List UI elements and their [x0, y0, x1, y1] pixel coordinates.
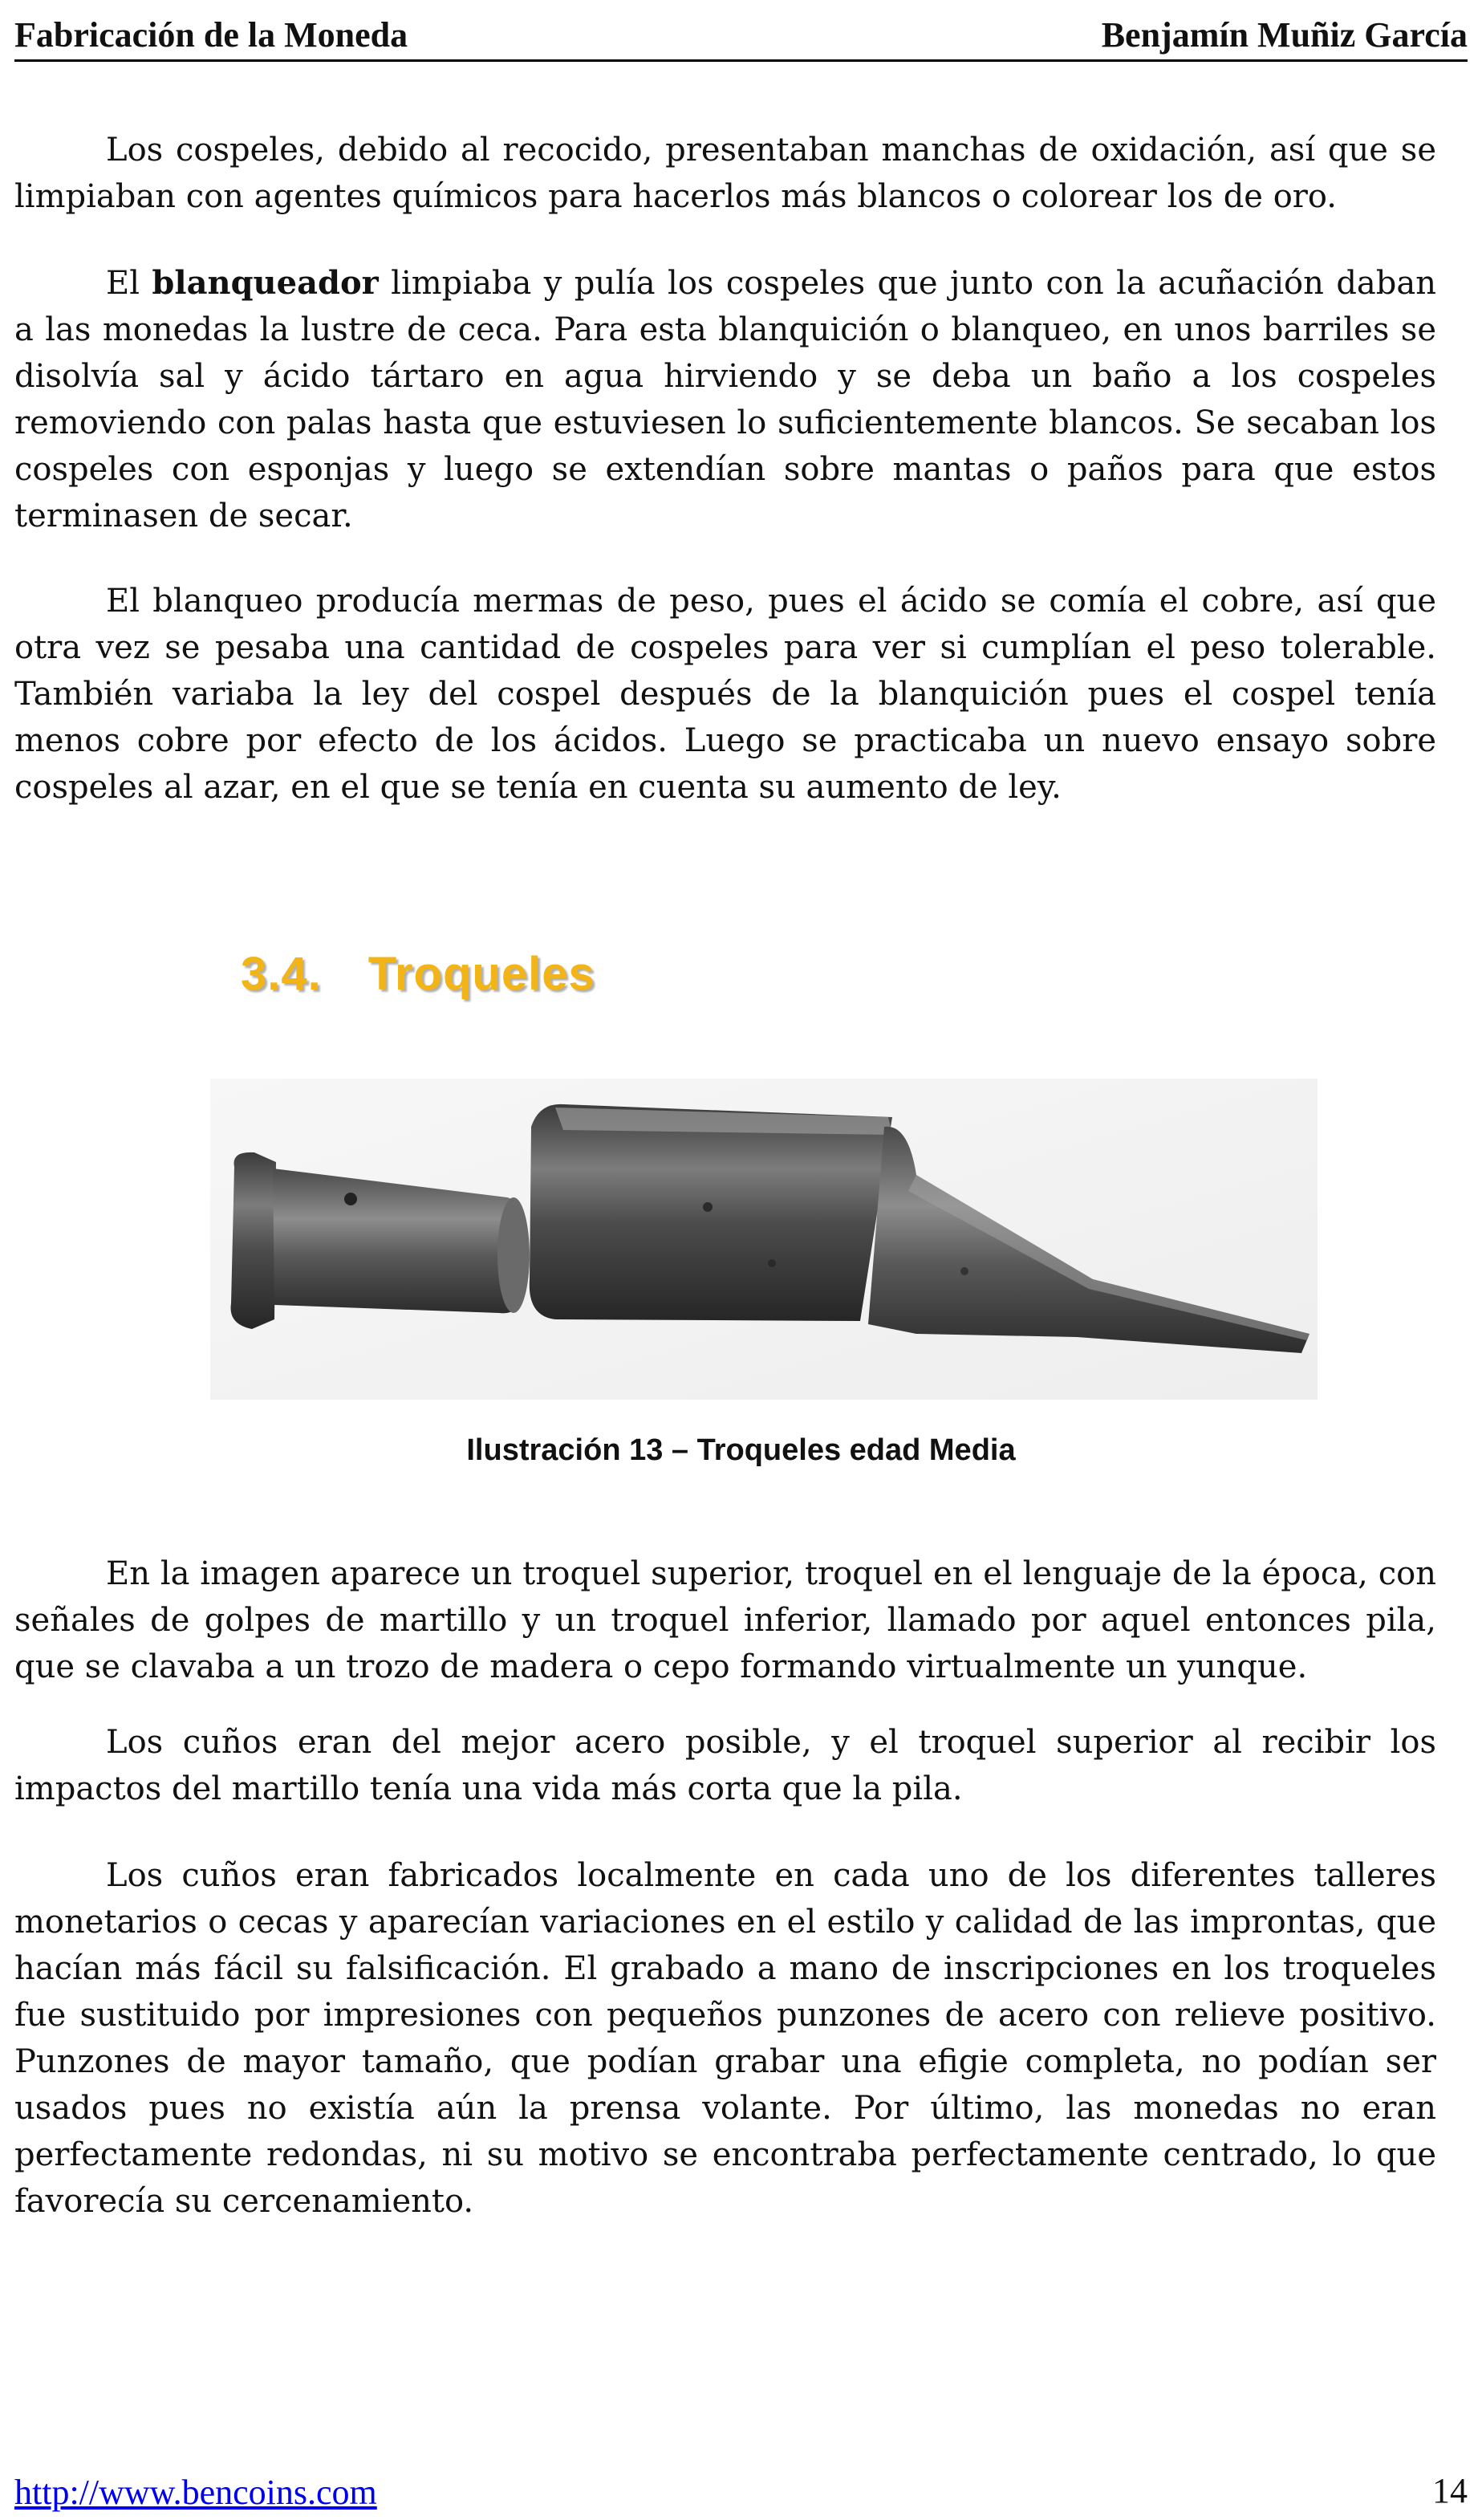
paragraph-cunos-acero: Los cuños eran del mejor acero posible, y el troquel superior al recibir los impactos del martillo tenía una vida más corta que la pila. [14, 1724, 1436, 1807]
paragraph-blanqueo-mermas: El blanqueo producía mermas de peso, pues el ácido se comía el cobre, así que otra vez se pesaba una cantidad de cospeles para ver si cumplían el peso tolerable. También variaba la ley del cospel después de la blanquición pues el cospel tenía menos cobre por efecto de los ácidos. Luego se practicaba un nuevo ensayo sobre cospeles al azar, en el que se tenía en cuenta su aumento de ley. [14, 583, 1436, 806]
troqueles-illustration [210, 1079, 1318, 1400]
page-header [14, 10, 1468, 62]
term-blanqueador: blanqueador [152, 264, 379, 302]
document-title: Fabricación de la Moneda [14, 14, 408, 55]
figure-caption: Ilustración 13 – Troqueles edad Media [466, 1433, 1016, 1467]
paragraph-cospeles-limpieza: Los cospeles, debido al recocido, presentaban manchas de oxidación, así que se limpiaban con agentes químicos para hacerlos más blancos o colorear los de oro. [14, 132, 1436, 215]
paragraph-blanqueador-body: limpiaba y pulía los cospeles que junto con la acuñación daban a las monedas la lustre de ceca. Para esta blanquición o blanqueo, en unos barriles se disolvía sal y ácido tártaro en agua hirviendo y se deba un baño a los cospeles removiendo con palas hasta que estuviesen lo suficientemente blancos. Se secaban los cospeles con esponjas y luego se extendían sobre mantas o paños para que estos terminasen de secar. [14, 265, 1436, 534]
document-author: Benjamín Muñiz García [1101, 14, 1468, 55]
paragraph-blanqueador-lead: El [106, 265, 152, 302]
paragraph-blanqueador [14, 260, 1436, 539]
page-number: 14 [1432, 2471, 1468, 2510]
troqueles-photo [210, 1079, 1318, 1400]
paragraph-cunos-fabricacion: Los cuños eran fabricados localmente en cada uno de los diferentes talleres monetarios o cecas y aparecían variaciones en el estilo y calidad de las improntas, que hacían más fácil su falsificación. El grabado a mano de inscripciones en los troqueles fue sustituido por impresiones con pequeños punzones de acero con relieve positivo. Punzones de mayor tamaño, que podían grabar una efigie completa, no podían ser usados pues no existía aún la prensa volante. Por último, las monedas no eran perfectamente redondas, ni su motivo se encontraba perfectamente centrado, lo que favorecía su cercenamiento. [14, 1857, 1436, 2220]
footer-website-link[interactable]: http://www.bencoins.com [14, 2473, 377, 2512]
section-number: 3.4. [241, 948, 322, 1000]
paragraph-imagen-troqueles: En la imagen aparece un troquel superior, troquel en el lenguaje de la época, con señales de golpes de martillo y un troquel inferior, llamado por aquel entonces pila, que se clavaba a un trozo de madera o cepo formando virtualmente un yunque. [14, 1555, 1436, 1685]
section-heading [241, 947, 595, 1001]
section-title: Troqueles [367, 948, 595, 1000]
